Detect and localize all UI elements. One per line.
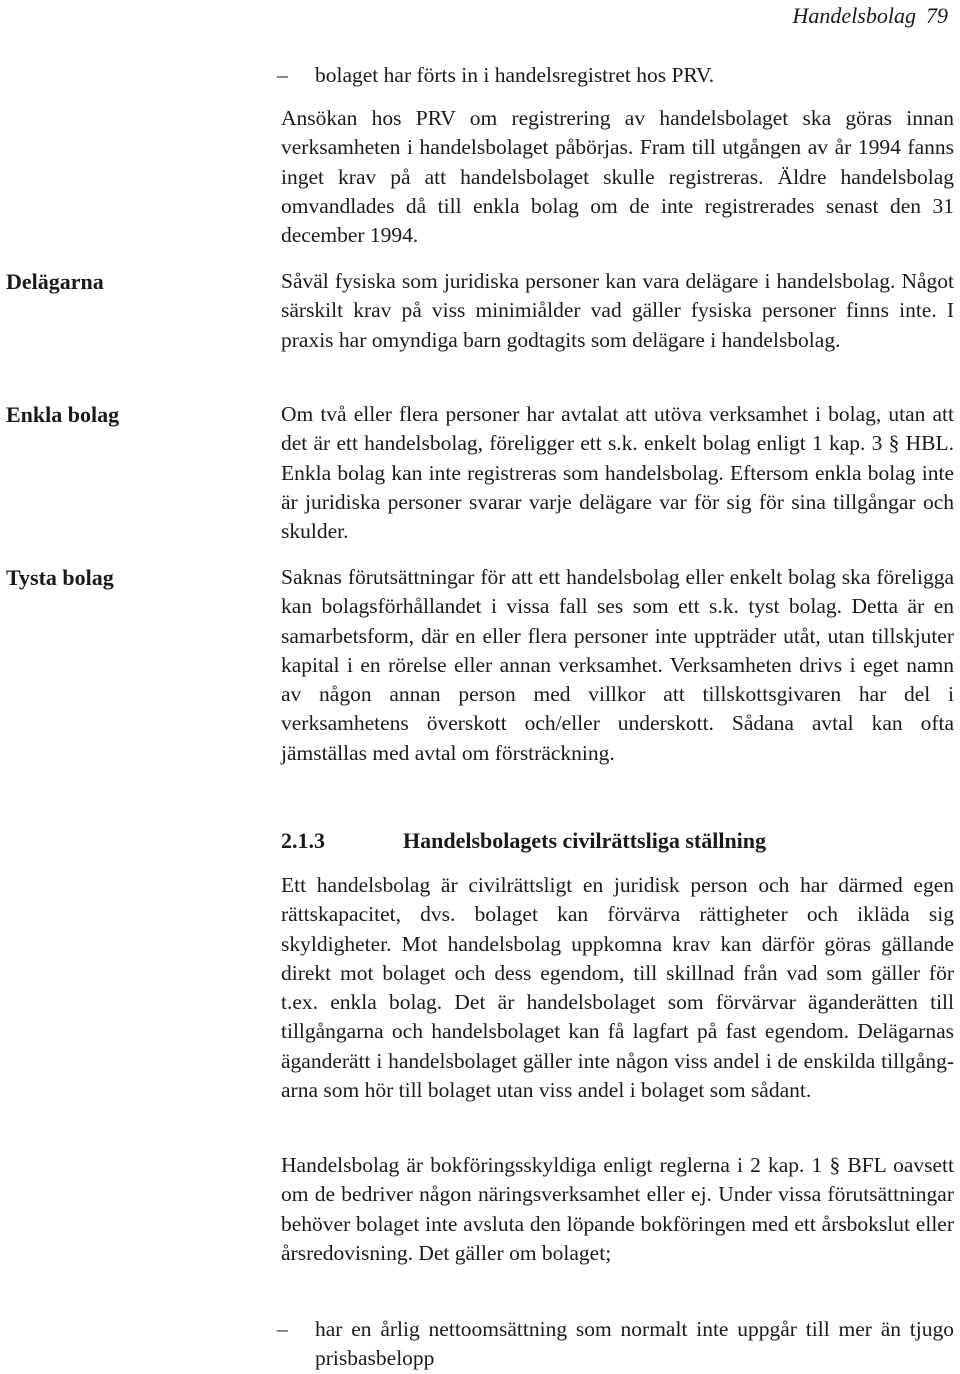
margin-heading-tysta-bolag: Tysta bolag [6, 565, 114, 590]
paragraph-bokforing: Handelsbolag är bokföringsskyldiga enligt reglerna i 2 kap. 1 § BFL oavsett om de bedriver någon näringsverksamhet eller ej. Under vissa förutsättningar behöver bolaget inte avsluta den löpande bokföringen med ett årsbokslut eller årsredovisning. Det gäller om bolaget; [281, 1153, 954, 1265]
section-heading [281, 826, 954, 855]
paragraph-registration: Ansökan hos PRV om registrering av handelsbolaget ska göras innan verksamheten i handelsbolaget påbörjas. Fram till utgången av år 1994 fanns inget krav på att handelsbolaget skulle registreras. Äldre handelsbolag omvandlades då till enkla bolag om de inte registrerades senast den 31 december 1994. [281, 106, 954, 248]
paragraph-delagarna: Såväl fysiska som juridiska personer kan vara delägare i handelsbolag. Något särskilt krav på viss minimiålder vad gäller fysiska personer finns inte. I praxis har omyndiga barn godtagits som delägare i handelsbolag. [281, 269, 954, 352]
margin-heading-delagarna: Delägarna [6, 269, 104, 294]
running-header-title: Handelsbolag [792, 3, 916, 28]
section-number: 2.1.3 [281, 828, 325, 853]
list-item [277, 1315, 954, 1374]
list-item-text: har en årlig nettoomsättning som normalt inte uppgår till mer än tjugo prisbasbelopp [315, 1317, 954, 1371]
paragraph-enkla-bolag: Om två eller flera personer har avtalat att utöva verksamhet i bolag, utan att det är ett handelsbolag, föreligger ett s.k. enkelt bolag enligt 1 kap. 3 § HBL. Enkla bolag kan inte registreras som handelsbolag. Eftersom enkla bolag inte är juridiska personer svarar varje delägare var för sig för sina tillgångar och skulder. [281, 402, 954, 544]
running-header [793, 2, 948, 30]
list-dash: – [277, 63, 288, 87]
paragraph-tysta-bolag: Saknas förutsättningar för att ett handelsbolag eller enkelt bolag ska föreligga kan bolagsförhållandet i vissa fall ses som ett s.k. tyst bolag. Detta är en samarbetsform, där en eller flera personer inte uppträder utåt, utan tillskjuter kapital i en rörelse eller annan verksamhet. Verksamheten drivs i eget namn av någon annan person med villkor att tillskottsgivaren har del i verksamhetens överskott och/eller underskott. Sådana avtal kan ofta jämställas med avtal om försträckning. [281, 565, 954, 765]
page-number: 79 [926, 3, 948, 28]
margin-heading-enkla-bolag: Enkla bolag [6, 402, 120, 427]
list-item [277, 61, 954, 90]
paragraph-civilrattslig: Ett handelsbolag är civilrättsligt en juridisk person och har därmed egen rättskapacitet, dvs. bolaget kan förvärva rättigheter och ikläda sig skyldigheter. Mot handelsbolag uppkomna krav kan därför göras gällande direkt mot bolaget och dess egendom, till skillnad från vad som gäller för t.ex. enkla bolag. Det är handelsbolaget som förvärvar äganderätten till tillgångarna och handelsbolaget kan få lagfart på fast egendom. Delägarnas äganderätt i handelsbolaget gäller inte någon viss andel i de enskilda tillgångarna som hör till bolaget utan viss andel i bolaget som sådant. [281, 873, 954, 1103]
list-dash: – [277, 1317, 288, 1341]
list-item-text: bolaget har förts in i handelsregistret hos PRV. [315, 63, 715, 87]
section-title: Handelsbolagets civilrättsliga ställning [403, 828, 767, 853]
